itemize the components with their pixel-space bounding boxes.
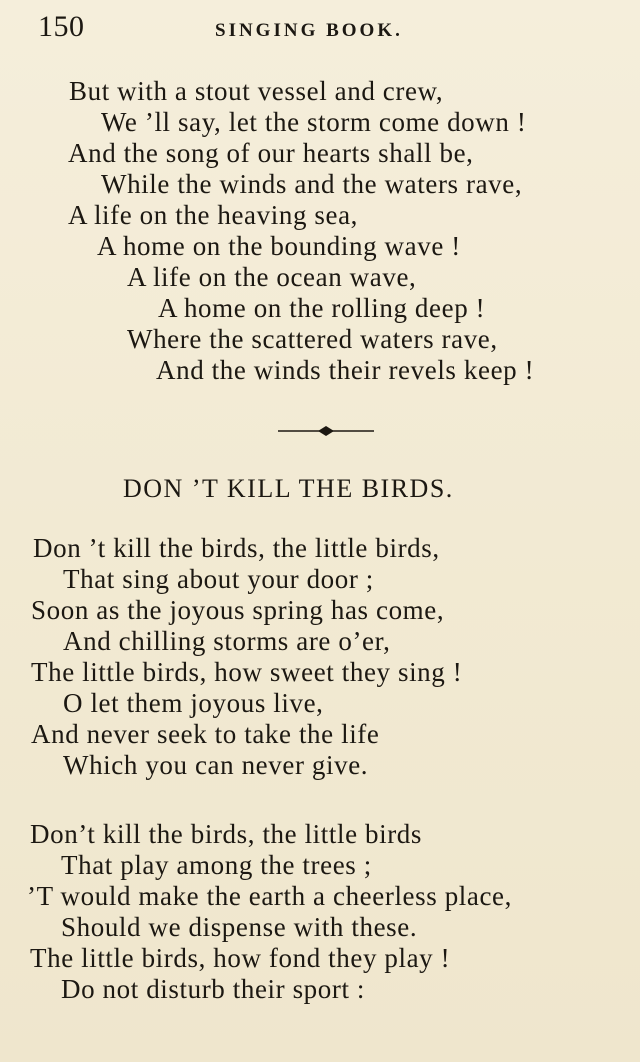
verse-line: Where the scattered waters rave, [127,324,498,354]
verse-line: While the winds and the waters rave, [101,169,523,199]
verse-line: And chilling storms are o’er, [63,626,391,656]
verse-line: ’T would make the earth a cheerless place, [27,881,512,911]
verse-line: And the winds their revels keep ! [156,355,535,385]
running-head: SINGING BOOK. [215,20,403,41]
verse-line: And the song of our hearts shall be, [68,138,474,168]
verse-line: Don’t kill the birds, the little birds [30,819,423,849]
verse-line: That sing about your door ; [63,564,374,594]
verse-line: Don ’t kill the birds, the little birds, [33,533,440,563]
verse-line: The little birds, how sweet they sing ! [31,657,463,687]
verse-line: A life on the ocean wave, [127,262,417,292]
song-title: DON ’T KILL THE BIRDS. [123,474,454,503]
page-header [0,6,640,50]
verse-line: A life on the heaving sea, [68,200,359,230]
page-number: 150 [38,10,85,43]
verse-line: That play among the trees ; [61,850,372,880]
verse-line: A home on the rolling deep ! [158,293,486,323]
verse-line: But with a stout vessel and crew, [69,76,444,106]
ornament-divider [278,424,374,438]
verse-line: We ’ll say, let the storm come down ! [101,107,527,137]
verse-line: Which you can never give. [63,750,369,780]
verse-line: A home on the bounding wave ! [97,231,461,261]
verse-line: O let them joyous live, [63,688,324,718]
verse-line: And never seek to take the life [31,719,380,749]
verse-line: Soon as the joyous spring has come, [31,595,445,625]
verse-line: Should we dispense with these. [61,912,418,942]
verse-line: Do not disturb their sport : [61,974,366,1004]
verse-line: The little birds, how fond they play ! [30,943,451,973]
